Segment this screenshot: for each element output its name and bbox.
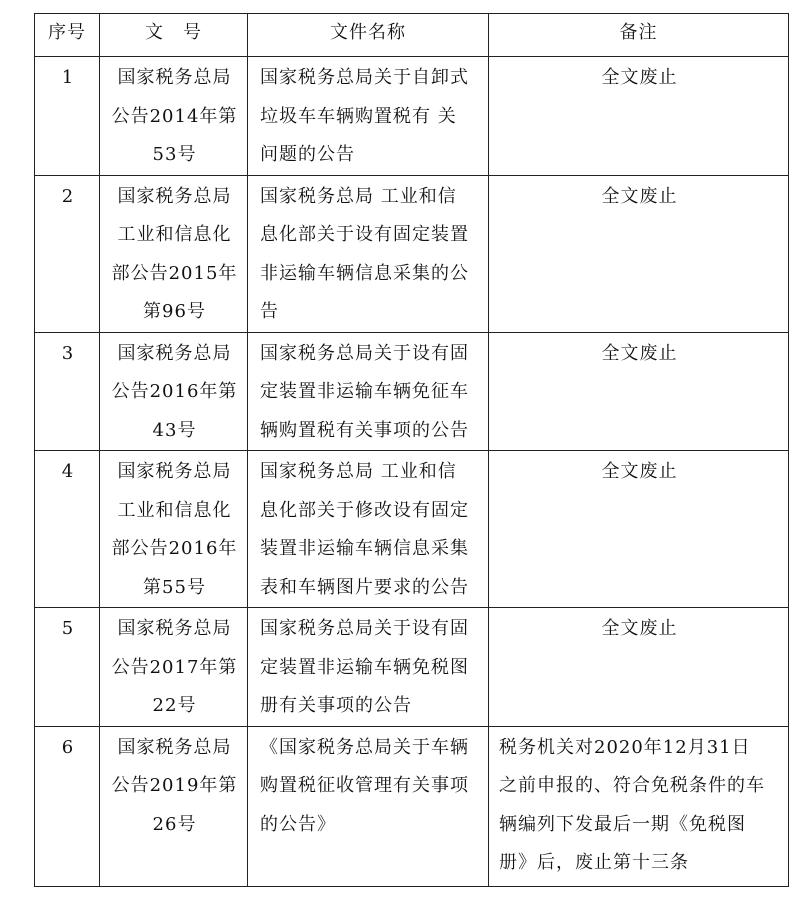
header-remark: 备注: [489, 14, 789, 57]
cell-doc-no: [100, 726, 248, 886]
doc-title-text: 国家税务总局关于设有固 定装置非运输车辆免征车 辆购置税有关事项的公告: [260, 342, 469, 441]
doc-no-text: 国家税务总局 公告2017年第 22号: [111, 618, 238, 716]
cell-doc-title: [248, 175, 489, 332]
serial-no-text: 5: [61, 618, 75, 639]
cell-remark: [489, 726, 789, 886]
serial-no-text: 2: [61, 185, 75, 207]
cell-remark: [489, 57, 789, 176]
remark-text: 全文废止: [601, 67, 678, 88]
table-header-row: [35, 14, 789, 57]
cell-doc-no: [100, 451, 248, 608]
cell-doc-no: [100, 57, 248, 176]
table-row: [35, 451, 789, 608]
cell-doc-no: [100, 608, 248, 727]
cell-remark: [489, 608, 789, 727]
cell-doc-title: [248, 726, 489, 886]
remark-text: 全文废止: [601, 618, 678, 639]
doc-title-text: 《国家税务总局关于车辆 购置税征收管理有关事项 的公告》: [260, 736, 469, 835]
cell-remark: [489, 175, 789, 332]
header-serial-no: 序号: [35, 14, 100, 57]
serial-no-text: 4: [61, 461, 75, 482]
doc-title-text: 国家税务总局关于自卸式 垃圾车车辆购置税有 关 问题的公告: [260, 67, 469, 165]
cell-remark: [489, 451, 789, 608]
doc-no-text: 国家税务总局 公告2016年第 43号: [111, 342, 238, 441]
doc-no-text: 国家税务总局 工业和信息化 部公告2015年 第96号: [111, 185, 238, 322]
doc-title-text: 国家税务总局关于设有固 定装置非运输车辆免税图 册有关事项的公告: [260, 618, 469, 716]
table-row: [35, 726, 789, 886]
cell-serial-no: [35, 57, 100, 176]
header-doc-no: 文 号: [100, 14, 248, 57]
table-row: [35, 608, 789, 727]
serial-no-text: 3: [61, 342, 75, 364]
cell-doc-no: [100, 175, 248, 332]
doc-title-text: 国家税务总局 工业和信 息化部关于修改设有固定 装置非运输车辆信息采集 表和车辆图片要求的公告: [260, 461, 469, 598]
header-doc-title: 文件名称: [248, 14, 489, 57]
cell-doc-title: [248, 332, 489, 451]
cell-doc-no: [100, 332, 248, 451]
cell-serial-no: [35, 726, 100, 886]
cell-serial-no: [35, 608, 100, 727]
cell-remark: [489, 332, 789, 451]
document-table: [34, 13, 789, 887]
cell-serial-no: [35, 451, 100, 608]
serial-no-text: 1: [61, 67, 75, 88]
remark-text: 全文废止: [601, 185, 678, 207]
cell-doc-title: [248, 57, 489, 176]
table-row: [35, 57, 789, 176]
table-row: [35, 332, 789, 451]
cell-serial-no: [35, 175, 100, 332]
doc-title-text: 国家税务总局 工业和信 息化部关于设有固定装置 非运输车辆信息采集的公 告: [260, 185, 469, 322]
doc-no-text: 国家税务总局 工业和信息化 部公告2016年 第55号: [111, 461, 238, 598]
remark-text: 全文废止: [601, 461, 678, 482]
remark-text: 全文废止: [601, 342, 678, 364]
cell-serial-no: [35, 332, 100, 451]
doc-no-text: 国家税务总局 公告2014年第 53号: [111, 67, 238, 165]
doc-no-text: 国家税务总局 公告2019年第 26号: [111, 736, 238, 835]
remark-text: 税务机关对2020年12月31日 之前申报的、符合免税条件的车 辆编列下发最后一期《免税图 册》后，废止第十三条: [499, 736, 765, 873]
serial-no-text: 6: [61, 736, 75, 758]
cell-doc-title: [248, 608, 489, 727]
cell-doc-title: [248, 451, 489, 608]
table-row: [35, 175, 789, 332]
